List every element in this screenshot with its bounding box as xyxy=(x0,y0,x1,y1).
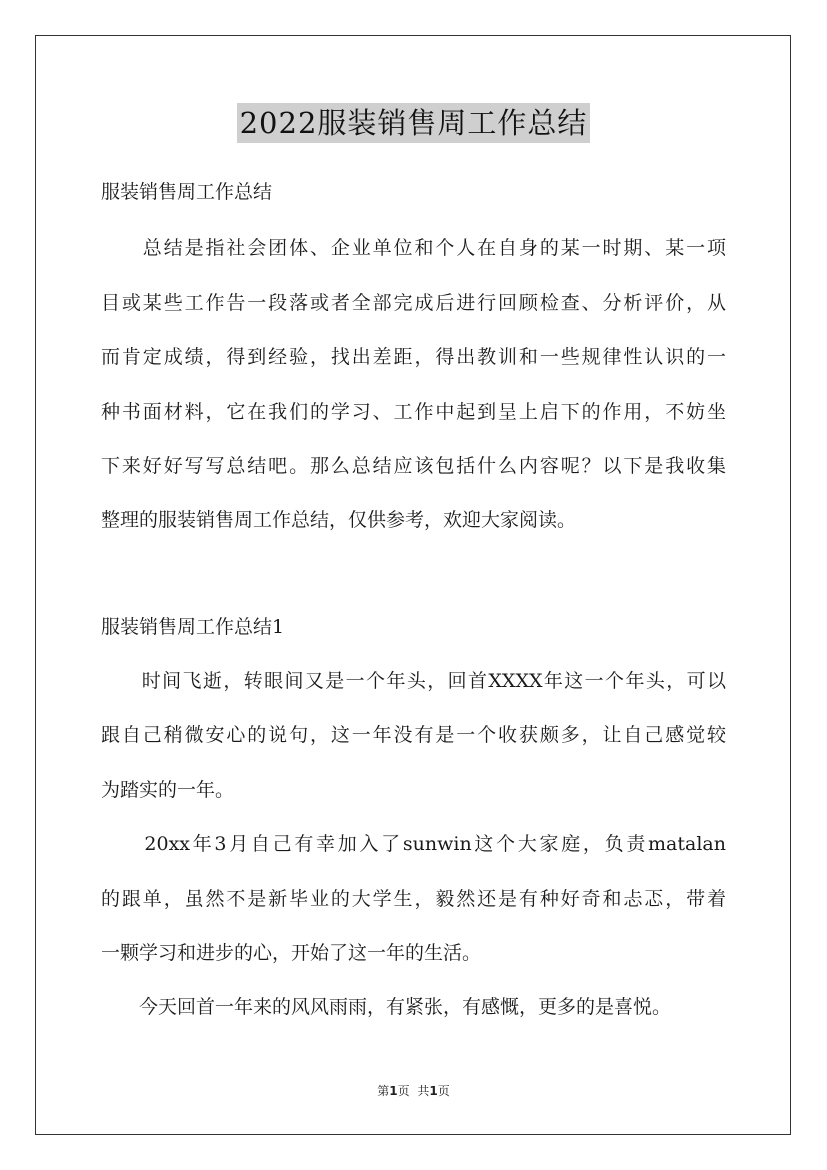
body-line: 的跟单，虽然不是新毕业的大学生，毅然还是有种好奇和忐忑，带着 xyxy=(101,888,726,910)
body-line: 时间飞逝，转眼间又是一个年头，回首XXXX年这一个年头，可以 xyxy=(101,670,726,692)
document-title: 2022服装销售周工作总结 xyxy=(237,103,591,143)
body-line: 一颗学习和进步的心，开始了这一年的生活。 xyxy=(101,942,482,964)
section-heading: 服装销售周工作总结1 xyxy=(101,616,285,638)
footer-total-suffix: 页 xyxy=(437,1084,450,1098)
intro-line: 总结是指社会团体、企业单位和个人在自身的某一时期、某一项 xyxy=(101,237,726,259)
footer-total-number: 1 xyxy=(429,1084,438,1098)
footer-total-prefix: 共 xyxy=(417,1084,430,1098)
intro-line: 整理的服装销售周工作总结，仅供参考，欢迎大家阅读。 xyxy=(101,509,577,531)
footer-page-prefix: 第 xyxy=(377,1084,390,1098)
page-footer xyxy=(0,1083,827,1099)
body-line: 为踏实的一年。 xyxy=(101,779,235,801)
intro-line: 而肯定成绩，得到经验，找出差距，得出教训和一些规律性认识的一 xyxy=(101,346,726,368)
intro-line: 目或某些工作告一段落或者全部完成后进行回顾检查、分析评价，从 xyxy=(101,292,726,314)
body-line: 20xx年3月自己有幸加入了sunwin这个大家庭，负责matalan xyxy=(101,833,726,855)
intro-line: 种书面材料，它在我们的学习、工作中起到呈上启下的作用，不妨坐 xyxy=(101,401,726,423)
body-line: 今天回首一年来的风风雨雨，有紧张，有感慨，更多的是喜悦。 xyxy=(101,996,672,1018)
document-subtitle: 服装销售周工作总结 xyxy=(101,181,273,203)
title-container xyxy=(0,103,827,143)
intro-line: 下来好好写写总结吧。那么总结应该包括什么内容呢？以下是我收集 xyxy=(101,455,726,477)
body-line: 跟自己稍微安心的说句，这一年没有是一个收获颇多，让自己感觉较 xyxy=(101,724,726,746)
footer-page-number: 1 xyxy=(389,1084,398,1098)
footer-page-suffix: 页 xyxy=(397,1084,410,1098)
